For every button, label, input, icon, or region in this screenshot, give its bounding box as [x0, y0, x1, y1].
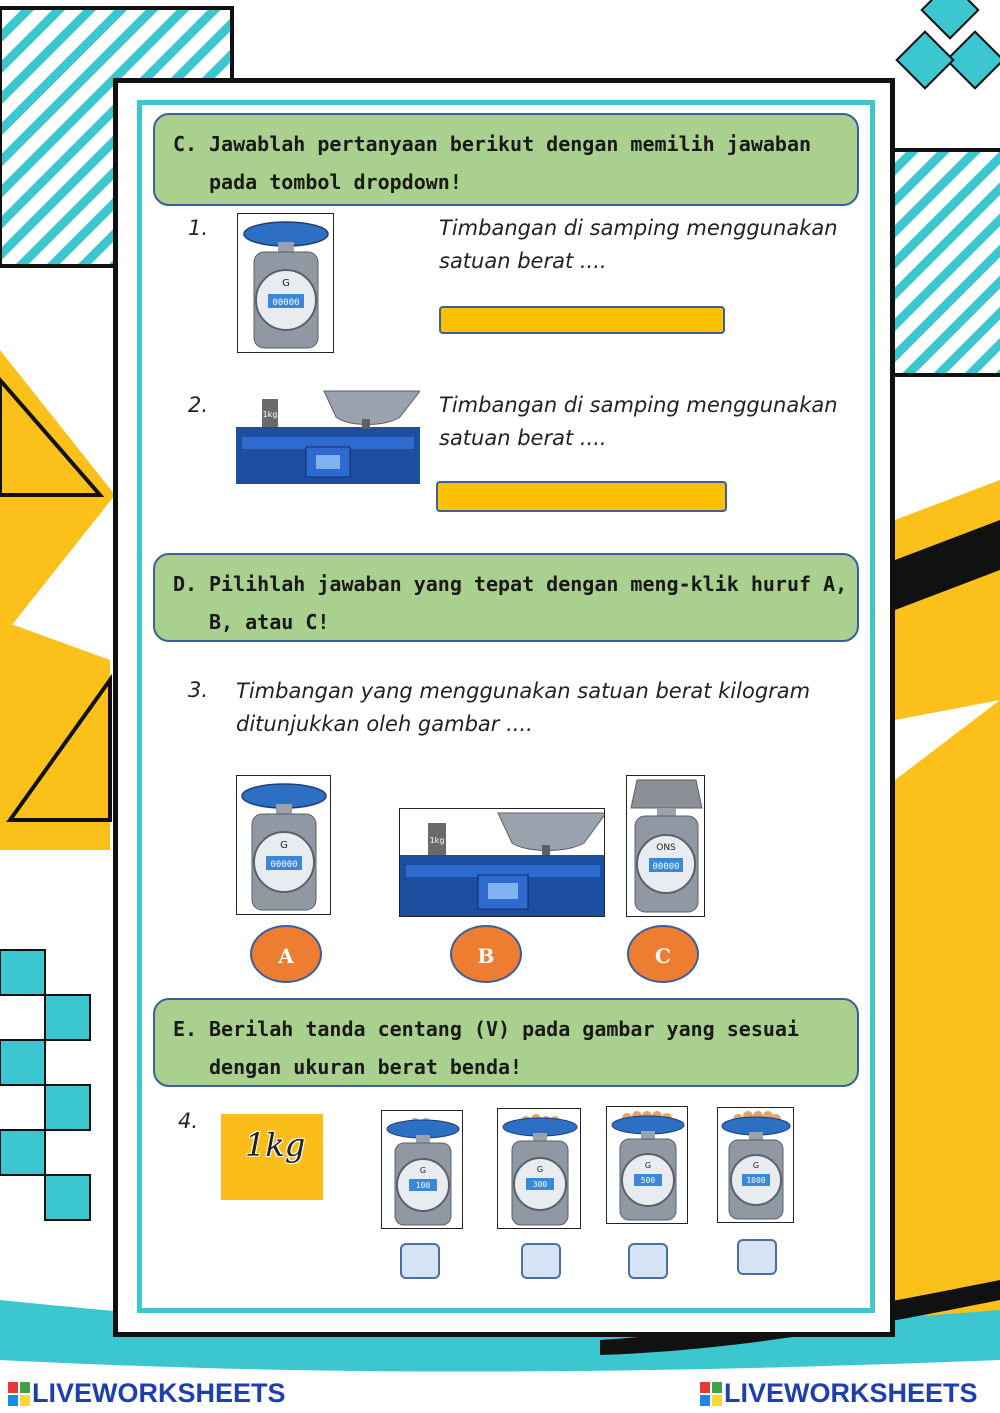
q4-checkbox-2[interactable] — [521, 1243, 561, 1279]
q4-scale-1-unit: G — [419, 1166, 427, 1175]
q4-scale-3-unit: G — [644, 1161, 652, 1170]
q2-question-text — [439, 389, 838, 455]
q1-number: 1. — [188, 216, 209, 240]
q4-checkbox-3[interactable] — [628, 1243, 668, 1279]
section-c-instruction-line2: pada tombol dropdown! — [209, 170, 462, 194]
q1-scale-unit: G — [282, 278, 290, 289]
liveworksheets-logo-icon-right — [700, 1382, 722, 1406]
section-e-instruction-line1: Berilah tanda centang (V) pada gambar yang sesuai — [209, 1017, 800, 1041]
q3-text-line1: Timbangan yang menggunakan satuan berat kilogram — [236, 679, 811, 703]
section-e-header — [153, 998, 859, 1087]
section-c-letter: C. — [173, 132, 198, 156]
q4-scale-3-reading: 500 — [640, 1176, 656, 1185]
q2-answer-dropdown[interactable] — [436, 481, 727, 512]
liveworksheets-logo-icon — [8, 1382, 30, 1406]
section-d-instruction-line1: Pilihlah jawaban yang tepat dengan meng-klik huruf A, — [209, 572, 848, 596]
q4-scale-1-image — [381, 1110, 463, 1229]
q1-text-line2: satuan berat .... — [439, 249, 607, 273]
q3-balance-b-image — [399, 808, 605, 917]
q3-option-a-button[interactable]: A — [250, 925, 322, 983]
q4-scale-4-unit: G — [752, 1161, 760, 1170]
q1-question-text — [439, 212, 838, 278]
section-c-header — [153, 113, 859, 206]
q4-checkbox-1[interactable] — [400, 1243, 440, 1279]
q3-scale-c-image — [626, 775, 705, 917]
q3-scale-a-unit: G — [280, 840, 288, 851]
q4-scale-4-image — [717, 1107, 794, 1223]
q4-scale-1-reading: 100 — [415, 1181, 431, 1190]
q3-balance-b-weight: 1kg — [429, 836, 445, 845]
q1-scale-image — [237, 213, 334, 353]
footer-brand-left[interactable]: LIVEWORKSHEETS — [32, 1378, 286, 1408]
q3-text-line2: ditunjukkan oleh gambar .... — [236, 712, 533, 736]
q4-checkbox-4[interactable] — [737, 1239, 777, 1275]
q4-scale-2-unit: G — [536, 1165, 544, 1174]
q1-answer-dropdown[interactable] — [439, 306, 725, 334]
section-c-instruction-line1: Jawablah pertanyaan berikut dengan memilih jawaban — [209, 132, 812, 156]
section-e-instruction-line2: dengan ukuran berat benda! — [209, 1055, 523, 1079]
q3-question-text — [236, 675, 810, 741]
q3-option-b-button[interactable]: B — [450, 925, 522, 983]
q3-scale-c-unit: ONS — [656, 843, 676, 853]
q3-number: 3. — [188, 678, 209, 702]
q2-balance-image — [236, 387, 420, 484]
q4-scale-2-image — [497, 1108, 581, 1229]
section-e-letter: E. — [173, 1017, 198, 1041]
q2-text-line1: Timbangan di samping menggunakan — [439, 393, 838, 417]
q4-scale-3-image — [606, 1106, 688, 1224]
q1-scale-reading: 00000 — [272, 298, 300, 308]
q3-scale-c-reading: 00000 — [652, 862, 680, 872]
section-d-instruction-line2: B, atau C! — [209, 610, 330, 634]
q4-scale-2-reading: 300 — [532, 1180, 548, 1189]
q4-target-weight: 1kg — [245, 1126, 306, 1164]
q3-scale-a-image — [236, 775, 331, 915]
footer-brand-right[interactable]: LIVEWORKSHEETS — [724, 1378, 978, 1408]
section-d-header — [153, 553, 859, 642]
q2-text-line2: satuan berat .... — [439, 426, 607, 450]
q4-number: 4. — [178, 1109, 199, 1133]
q4-scale-4-reading: 1000 — [746, 1176, 766, 1185]
q4-target-weight-tile — [221, 1114, 323, 1200]
q1-text-line1: Timbangan di samping menggunakan — [439, 216, 838, 240]
q2-number: 2. — [188, 393, 209, 417]
q3-scale-a-reading: 00000 — [270, 860, 298, 870]
q3-option-c-button[interactable]: C — [627, 925, 699, 983]
q2-weight-label: 1kg — [262, 410, 278, 419]
section-d-letter: D. — [173, 572, 198, 596]
